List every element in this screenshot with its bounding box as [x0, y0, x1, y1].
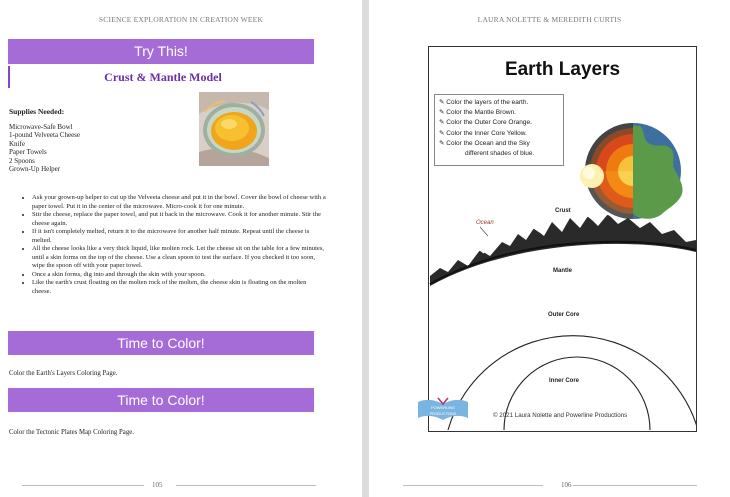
time-to-color-banner-2: Time to Color!: [8, 388, 314, 412]
step-item: • All the cheese looks like a very thick liquid, like molten rock. Let the cheese sit on the table for a few minutes, until a skin forms on the top of the cheese. Use a clean spoon to test the surface. If you checked it too soon, wipe the spoon off with your paper towel.: [32, 245, 326, 271]
instruction-line: ✎ Color the Inner Core Yellow.: [439, 129, 527, 137]
left-running-head: SCIENCE EXPLORATION IN CREATION WEEK: [98, 15, 264, 24]
footer-rule-right: [176, 485, 316, 486]
logo-text-bottom: PRODUCTIONS: [429, 412, 457, 416]
copyright-credit: © 2021 Laura Nolette and Powerline Productions: [493, 412, 628, 419]
outer-core-label: Outer Core: [548, 312, 580, 318]
pencil-icon: ✎: [439, 99, 445, 106]
step-item: • Once a skin forms, dig into and through the skin with your spoon.: [32, 271, 326, 280]
activity-title-box: [8, 66, 316, 88]
left-page: [0, 0, 362, 497]
page-number-left: 105: [152, 481, 163, 489]
supply-item: 1-pound Velveeta Cheese: [9, 131, 81, 140]
page-gutter: [362, 0, 369, 497]
mantle-label: Mantle: [553, 268, 573, 274]
supply-item: Knife: [9, 139, 25, 148]
coloring-instructions-box: [434, 94, 564, 166]
activity-title: Crust & Mantle Model: [104, 70, 222, 84]
supply-item: Grown-Up Helper: [9, 165, 61, 174]
step-item: • Stir the cheese, replace the paper towel, and put it back in the microwave. Cook it for another minute. Stir the cheese again.: [32, 211, 326, 228]
inner-core-label: Inner Core: [549, 378, 580, 384]
melted-cheese-photo: [199, 92, 269, 166]
earth-globe-illustration: [580, 123, 683, 219]
right-running-head: LAURA NOLETTE & MEREDITH CURTIS: [477, 15, 622, 24]
pencil-icon: ✎: [439, 139, 445, 147]
pencil-icon: ✎: [439, 109, 445, 117]
page-number-right: 106: [561, 481, 572, 489]
try-this-banner: Try This!: [8, 39, 314, 64]
instruction-steps: [20, 194, 326, 296]
powerline-logo: [416, 396, 470, 424]
footer-rule-left: [22, 485, 144, 486]
sheet-title: Earth Layers: [504, 59, 621, 80]
instruction-line: ✎ Color the Ocean and the Sky: [439, 139, 530, 147]
footer-rule-right: [573, 485, 697, 486]
pencil-icon: ✎: [439, 119, 445, 127]
supplies-heading: Supplies Needed:: [9, 107, 65, 116]
instruction-line: ✎ Color the Mantle Brown.: [439, 109, 516, 117]
step-item: • Like the earth's crust floating on the molten rock of the molten, the cheese skin is floating on the molten cheese.: [32, 279, 326, 296]
time-to-color-banner-1: Time to Color!: [8, 331, 314, 355]
supply-item: Paper Towels: [9, 148, 47, 157]
pencil-icon: ✎: [439, 129, 445, 137]
step-item: • If it isn't completely melted, return it to the microwave for another half minute. Repeat until the cheese is melted.: [32, 228, 326, 245]
instruction-line: ✎ Color the layers of the earth.: [439, 99, 529, 106]
color-instruction-2: Color the Tectonic Plates Map Coloring Page.: [9, 429, 134, 436]
color-instruction-1: Color the Earth's Layers Coloring Page.: [9, 370, 118, 377]
crust-label: Crust: [555, 208, 571, 214]
instruction-line: ✎ Color the Outer Core Orange.: [439, 119, 532, 127]
instruction-line-continued: different shades of blue.: [465, 150, 535, 158]
footer-rule-left: [403, 485, 543, 486]
step-item: • Ask your grown-up helper to cut up the Velveeta cheese and put it in the bowl. Cover the bowl of cheese with a paper towel. Put it in the center of the microwave. Micro-cook it for one minute.: [32, 194, 326, 211]
crust-mountains: [430, 214, 696, 286]
logo-text-top: POWERLINE: [430, 405, 456, 410]
supplies-list: [9, 123, 80, 173]
supply-item: 2 Spoons: [9, 156, 35, 165]
ocean-label: Ocean: [476, 220, 494, 226]
inner-core-boundary: [504, 357, 650, 430]
supply-item: Microwave-Safe Bowl: [9, 123, 73, 131]
